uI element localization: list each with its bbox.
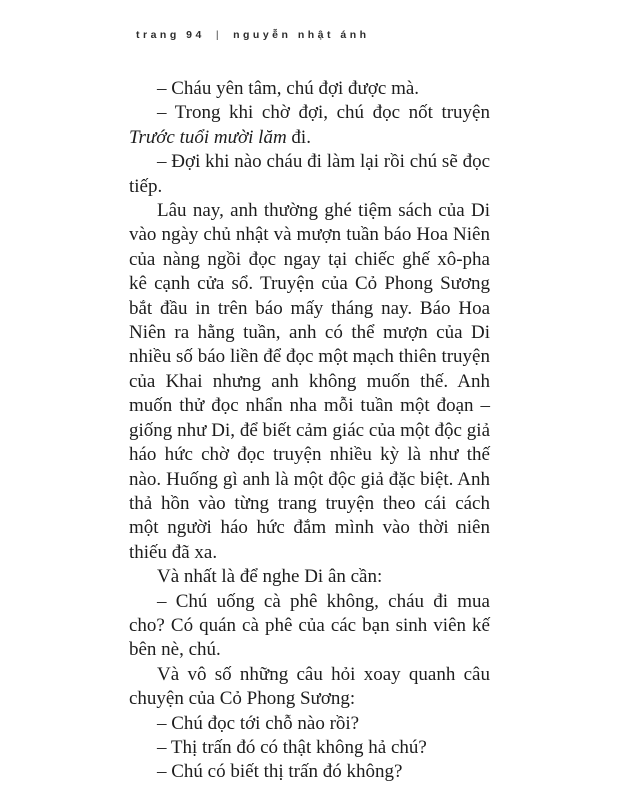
paragraph [129,77,490,101]
text-segment: Lâu nay, anh thường ghé tiệm sách của Di vào ngày chủ nhật và mượn tuần báo Hoa Niên của nàng ngồi đọc ngay tại chiếc ghế xô-pha kê cạnh cửa sổ. Truyện của Cỏ Phong Sương bắt đầu in trên báo mấy tháng nay. Báo Hoa Niên ra hằng tuần, anh có thể mượn của Di nhiều số báo liền để đọc một mạch thiên truyện của Khai nhưng anh không muốn thế. Anh muốn thử đọc nhẩn nha mỗi tuần một đoạn – giống như Di, để biết cảm giác của một độc giả háo hức chờ đọc truyện nhiều kỳ là như thế nào. Huống gì anh là một độc giả đặc biệt. Anh thả hồn vào từng trang truyện theo cái cách một người háo hức đắm mình vào thời niên thiếu đã xa. [129,200,490,563]
text-segment: – Chú đọc tới chỗ nào rồi? [157,712,360,734]
paragraph [129,565,490,589]
page-number-label: trang 94 [136,29,205,41]
paragraph [129,663,490,712]
book-title-italic: Trước tuổi mười lăm [129,126,287,148]
text-segment: – Thị trấn đó có thật không hả chú? [157,736,427,758]
text-segment: – Chú có biết thị trấn đó không? [157,761,403,783]
text-segment: – Đợi khi nào cháu đi làm lại rồi chú sẽ đọc tiếp. [129,151,490,197]
text-segment: – Trong khi chờ đợi, chú đọc nốt truyện [157,102,490,124]
text-segment: Và vô số những câu hỏi xoay quanh câu chuyện của Cỏ Phong Sương: [129,663,490,710]
text-segment: – Cháu yên tâm, chú đợi được mà. [157,78,420,99]
author-name: nguyễn nhật ánh [233,29,370,41]
paragraph [129,760,490,784]
text-segment: – Chú uống cà phê không, cháu đi mua cho? Có quán cà phê của các bạn sinh viên kế bên nè, chú. [129,590,490,661]
paragraph [129,150,490,199]
paragraph [129,712,490,736]
header-separator: | [215,29,223,41]
paragraph [129,101,490,150]
text-segment: Và nhất là để nghe Di ân cần: [157,566,383,588]
paragraph [129,736,490,760]
paragraph [129,590,490,663]
paragraph [129,199,490,565]
running-header [136,29,370,41]
text-segment: đi. [286,126,311,148]
book-text [129,77,490,785]
